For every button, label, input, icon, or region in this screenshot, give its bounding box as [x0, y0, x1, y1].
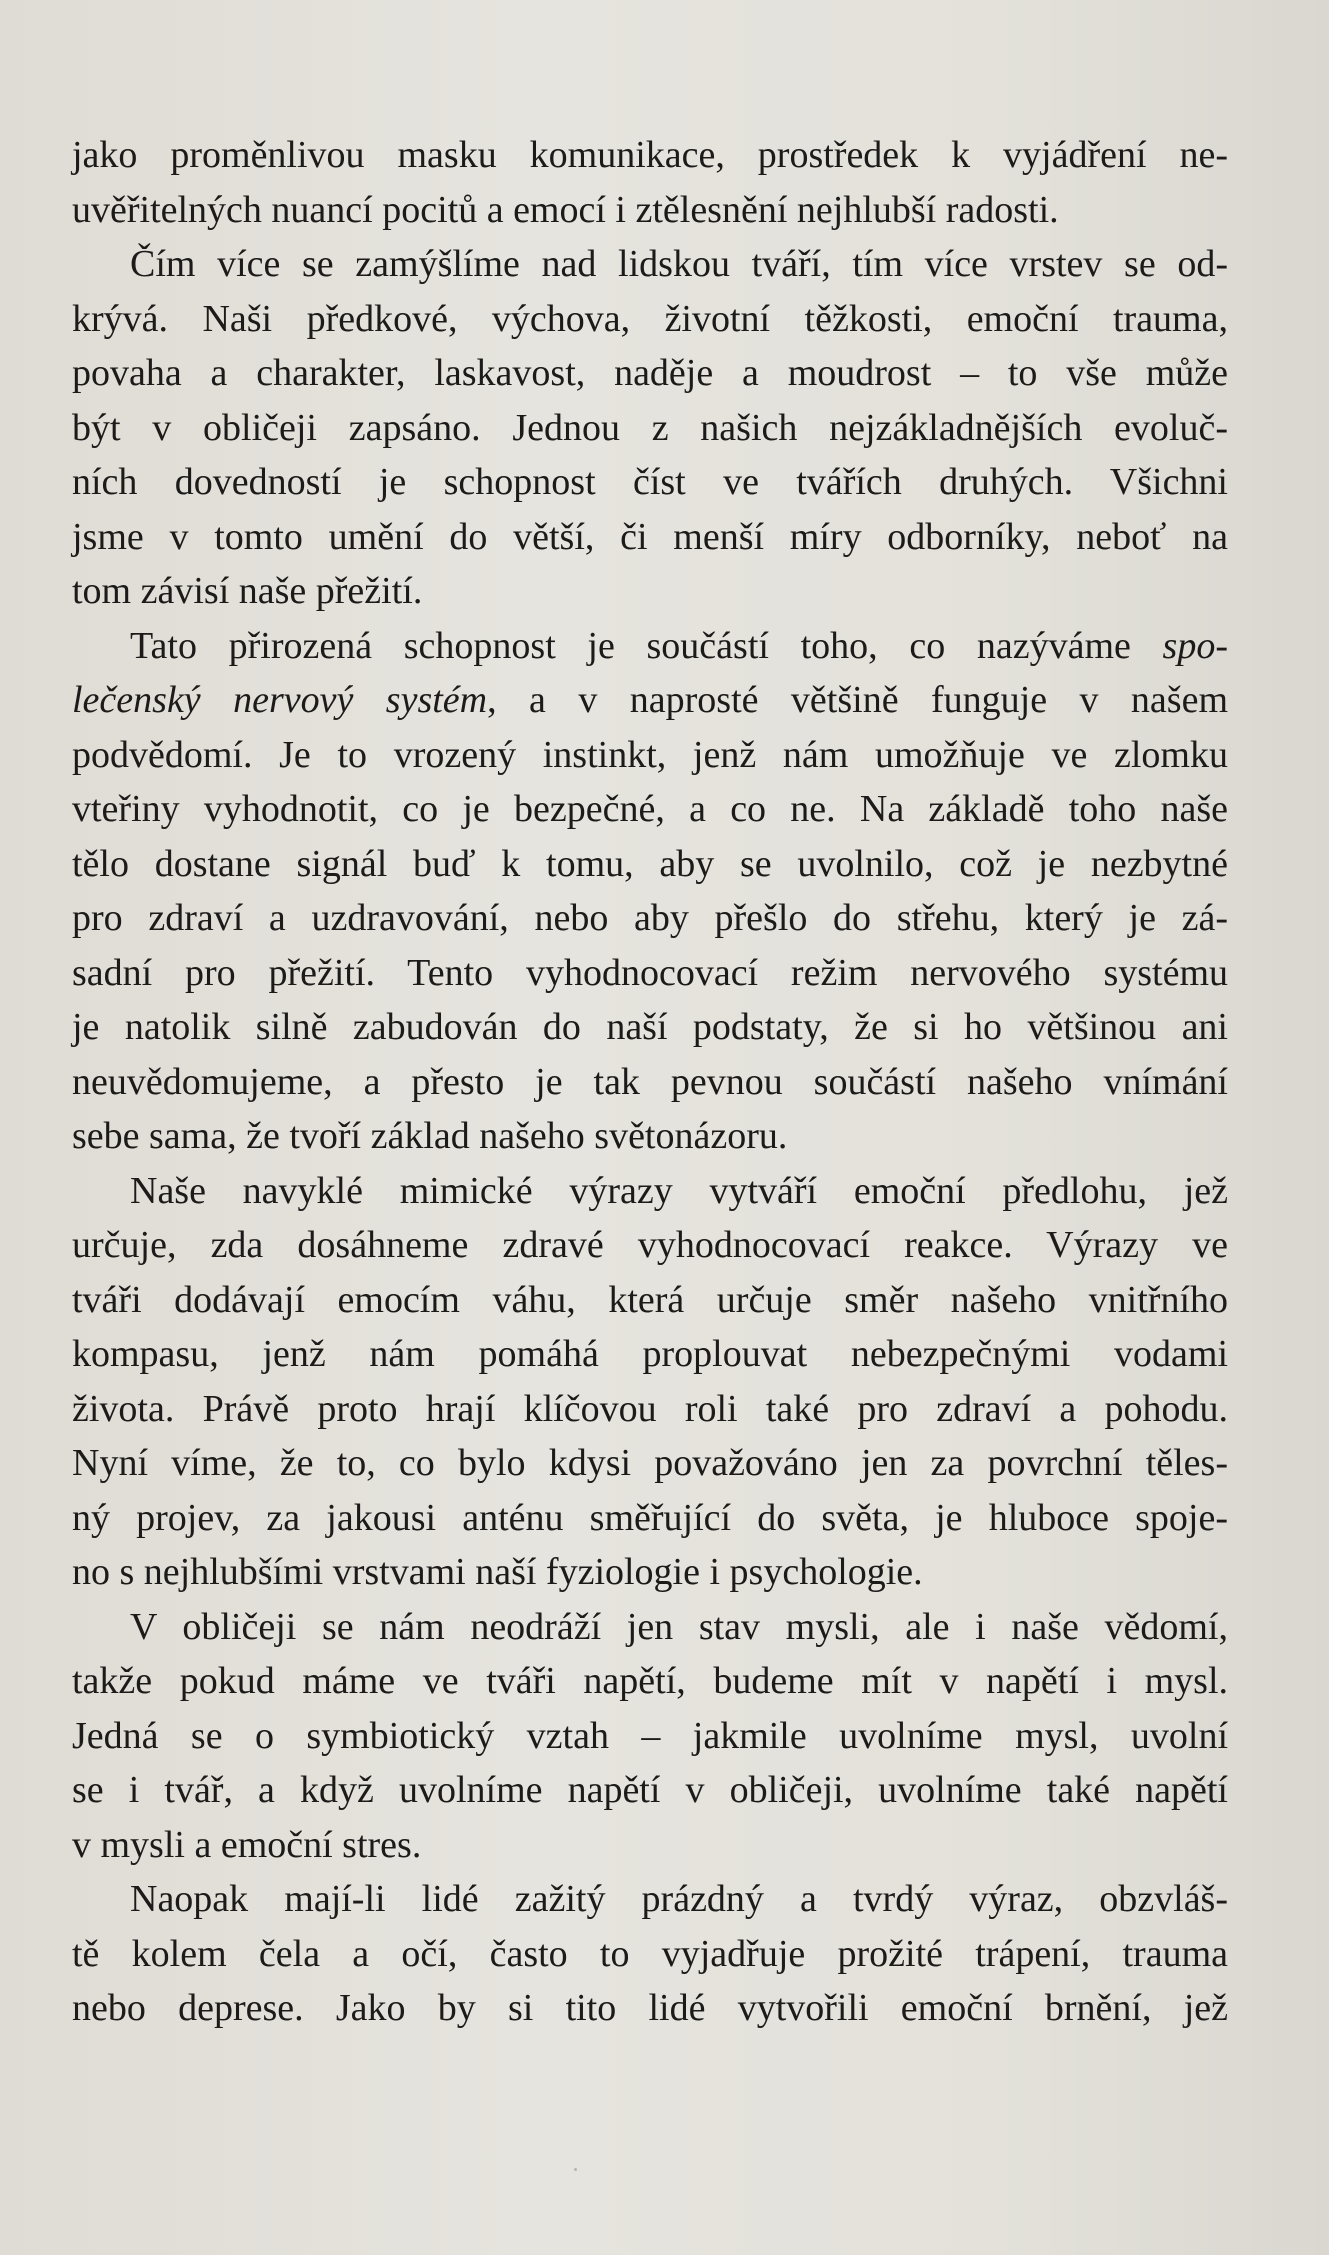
text-line: jako proměnlivou masku komunikace, prostředek k vyjádření ne- [72, 134, 1228, 176]
paragraph [72, 237, 1228, 619]
text-line: Nyní víme, že to, co bylo kdysi považováno jen za povrchní těles- [72, 1442, 1228, 1484]
paragraph [72, 619, 1228, 1164]
text-line: sadní pro přežití. Tento vyhodnocovací režim nervového systému [72, 951, 1228, 994]
text-line-italic-term: lečenský nervový systém, a v naprosté většině funguje v našem [72, 679, 1229, 721]
paragraph [72, 1164, 1228, 1600]
text-line: podvědomí. Je to vrozený instinkt, jenž nám umožňuje ve zlomku [72, 733, 1228, 776]
text-line: tom závisí naše přežití. [72, 570, 423, 612]
text-line: v mysli a emoční stres. [72, 1823, 422, 1866]
text-line: Jedná se o symbiotický vztah – jakmile uvolníme mysl, uvolní [72, 1714, 1228, 1757]
text-line: neuvědomujeme, a přesto je tak pevnou součástí našeho vnímání [72, 1060, 1228, 1103]
italic-term: spo- [1162, 624, 1228, 667]
text-line: tělo dostane signál buď k tomu, aby se uvolnilo, což je nezbytné [72, 842, 1228, 885]
text-line: vteřiny vyhodnotit, co je bezpečné, a co ne. Na základě toho naše [72, 788, 1228, 830]
text-line: ních dovedností je schopnost číst ve tvářích druhých. Všichni [72, 461, 1228, 503]
text-line: no s nejhlubšími vrstvami naší fyziologie i psychologie. [72, 1551, 923, 1593]
text-line: tě kolem čela a očí, často to vyjadřuje prožité trápení, trauma [72, 1932, 1228, 1975]
text-line: Čím více se zamýšlíme nad lidskou tváří, tím více vrstev se od- [130, 243, 1228, 285]
text-line: je natolik silně zabudován do naší podstaty, že si ho většinou ani [72, 1006, 1228, 1048]
text-line: jsme v tomto umění do větší, či menší míry odborníky, neboť na [72, 515, 1228, 558]
text-line: Naopak mají-li lidé zažitý prázdný a tvrdý výraz, obzvláš- [130, 1878, 1228, 1920]
text-line: se i tvář, a když uvolníme napětí v obličeji, uvolníme také napětí [72, 1769, 1228, 1811]
text-line: takže pokud máme ve tváři napětí, budeme mít v napětí i mysl. [72, 1660, 1228, 1702]
text-line: Naše navyklé mimické výrazy vytváří emoční předlohu, jež [130, 1169, 1228, 1212]
paragraph [72, 1600, 1228, 1873]
text-line: krývá. Naši předkové, výchova, životní těžkosti, emoční trauma, [72, 297, 1228, 340]
text-line: uvěřitelných nuancí pocitů a emocí i ztělesnění nejhlubší radosti. [72, 188, 1059, 231]
text-line: kompasu, jenž nám pomáhá proplouvat nebezpečnými vodami [72, 1333, 1228, 1375]
paragraph [72, 128, 1228, 237]
print-speck [574, 2168, 577, 2171]
text-line: života. Právě proto hrají klíčovou roli také pro zdraví a pohodu. [72, 1387, 1228, 1430]
text-line: povaha a charakter, laskavost, naděje a moudrost – to vše může [72, 352, 1228, 394]
italic-term: lečenský nervový systém [72, 679, 488, 721]
text-line-italic-term: Tato přirozená schopnost je součástí toho, co nazýváme spo- [130, 624, 1228, 667]
body-text [72, 128, 1228, 2036]
text-line: nebo deprese. Jako by si tito lidé vytvořili emoční brnění, jež [72, 1987, 1228, 2029]
text-line: určuje, zda dosáhneme zdravé vyhodnocovací reakce. Výrazy ve [72, 1224, 1228, 1266]
text-line: sebe sama, že tvoří základ našeho světonázoru. [72, 1115, 788, 1157]
text-line: V obličeji se nám neodráží jen stav mysli, ale i naše vědomí, [130, 1605, 1228, 1648]
text-line: pro zdraví a uzdravování, nebo aby přešlo do střehu, který je zá- [72, 897, 1228, 939]
text-line: tváři dodávají emocím váhu, která určuje směr našeho vnitřního [72, 1278, 1228, 1321]
paragraph [72, 1872, 1228, 2036]
text-line: být v obličeji zapsáno. Jednou z našich nejzákladnějších evoluč- [72, 406, 1228, 449]
text-line: ný projev, za jakousi anténu směřující do světa, je hluboce spoje- [72, 1496, 1228, 1539]
